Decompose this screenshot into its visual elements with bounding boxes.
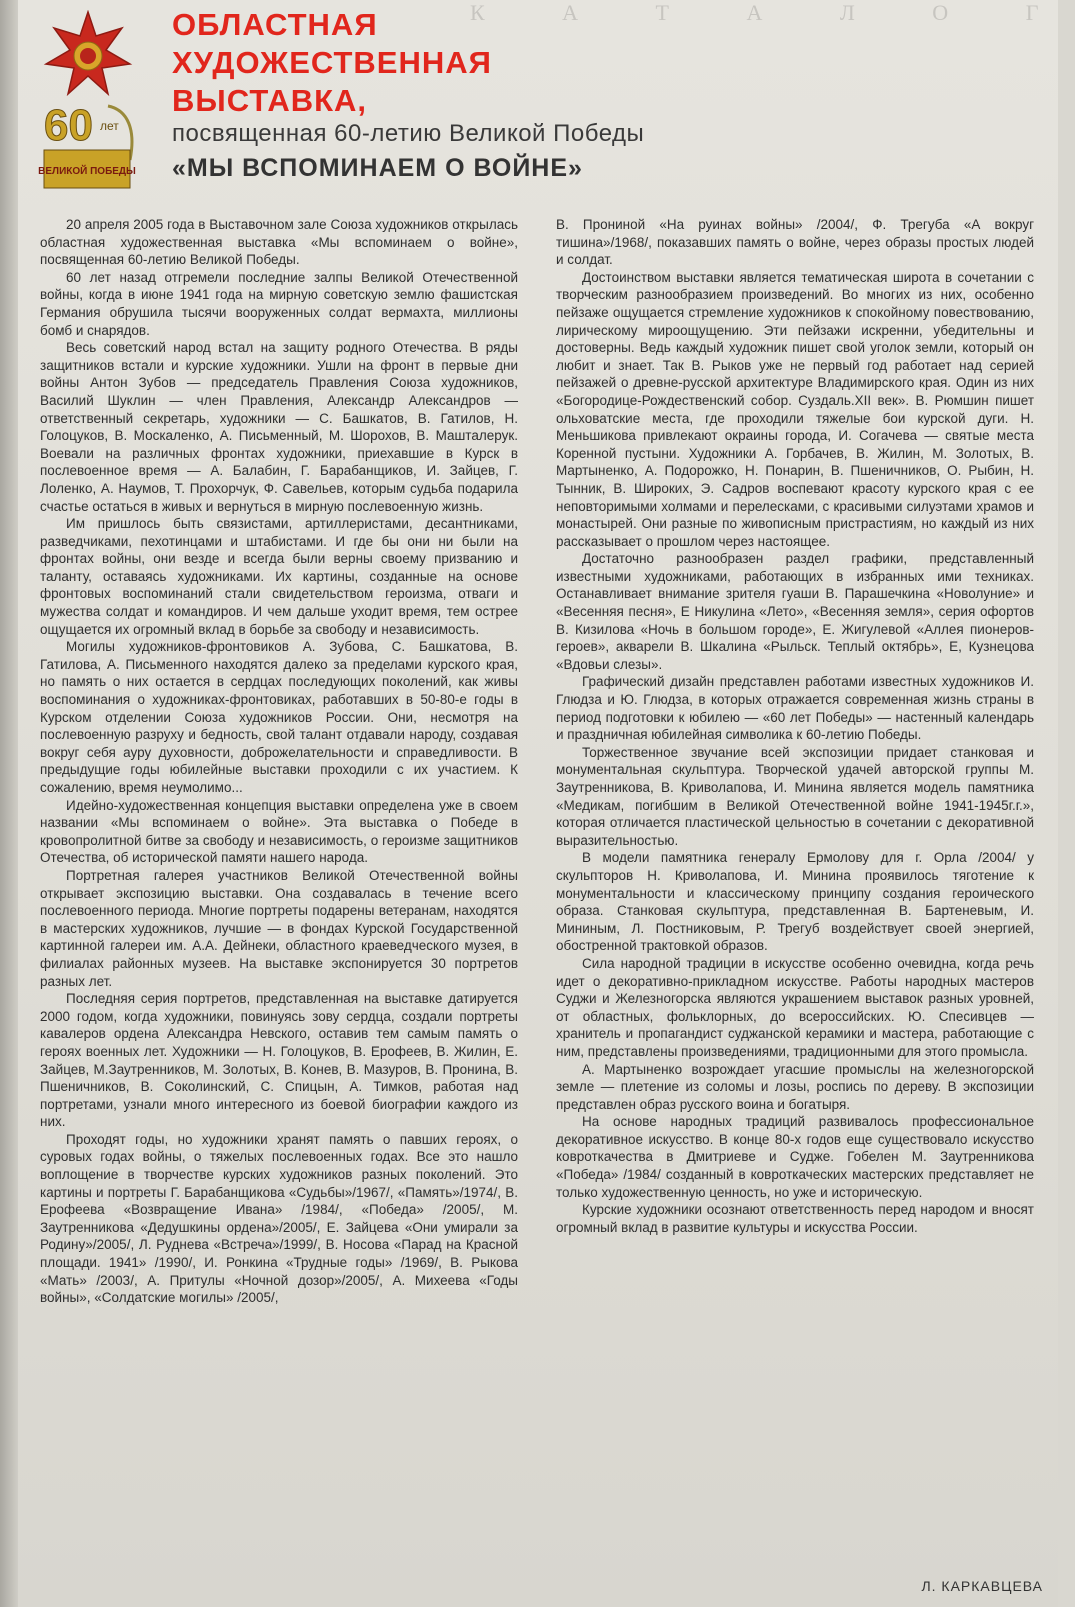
paragraph: В модели памятника генералу Ермолову для г. Орла /2004/ у скульпторов Н. Криволапова, И. Минина проявилось тяготение к монументальности и классическому принципу создания героического образа. Станковая скульптура, представленная В. Бартеневым, И. Мининым, Л. Постниковым, Р. Трегуб воздействует своей энергией, обостренной трактовкой образов. xyxy=(556,850,1034,954)
title-line-2: ХУДОЖЕСТВЕННАЯ xyxy=(172,45,492,80)
paragraph: 20 апреля 2005 года в Выставочном зале Союза художников открылась областная художественная выставка «Мы вспоминаем о войне», посвященная 60-летию Великой Победы. xyxy=(40,217,518,268)
page-binding-shadow xyxy=(0,0,18,1607)
catalog-watermark: К А Т А Л О Г xyxy=(470,0,1075,25)
article-subtitle: посвященная 60-летию Великой Победы xyxy=(172,120,645,147)
paragraph: Достоинством выставки является тематическая широта в сочетании с творческим разнообразием произведений. Во многих из них, особенно пейзаже ощущается стремление художников к спокойному повествованию, лирическому мироощущению. Эти пейзажи искренни, убедительны и достоверны. Ведь каждый художник пишет свой уголок земли, который он любит и знает. Так В. Рыков уже не первый год работает над серией пейзажей о древне-русской архитектуре Владимирского края. Один из них «Богородице-Рождественский собор. Суздаль.XII век». В. Рюмшин пишет ольховатские места, где проходили тяжелые бои курской дуги. Н. Меньшикова привлекают окраины города, И. Согачева — святые места Коренной пустыни. Художники А. Горбачев, В. Жилин, М. Золотых, В. Мартыненко, А. Подорожко, Н. Понарин, В. Пшеничников, О. Рыбин, Н. Тынник, В. Широких, Э. Садров воспевают красоту курского края с ее неповторимыми холмами и перелесками, с красивыми силуэтами храмов и монастырей. Они разные по живописным пристрастиям, но каждый из них рассказывает о прошлом через настоящее. xyxy=(556,269,1034,549)
emblem-small-label: лет xyxy=(100,119,119,133)
paragraph: А. Мартыненко возрождает угасшие промыслы на железногорской земле — плетение из соломы и лозы, роспись по дереву. В экспозиции представлен образ русского воина и богатыря. xyxy=(556,1061,1034,1112)
paragraph: Портретная галерея участников Великой Отечественной войны открывает экспозицию выставки. Она создавалась в течение всего послевоенного периода. Многие портреты подарены ветеранам, находятся в мастерских художников, лучшие — в фондах Курской Государственной картинной галереи им. А.А. Дейнеки, областного краеведческого музея, в филиалах районных музеев. На выставке экспонируется 30 портретов разных лет. xyxy=(40,867,518,989)
article-title xyxy=(172,6,492,120)
paragraph: На основе народных традиций развивалось профессиональное декоративное искусство. В конце 80-х годов еще существовало искусство ковроткачества в Дмитриеве и Судже. Гобелен М. Заутренникова «Победа» /1984/ созданный в ковроткаческих мастерских представляет не только художественную ценность, но уже и историческую. xyxy=(556,1114,1034,1200)
emblem-number: 60 xyxy=(44,101,93,150)
emblem-text: ВЕЛИКОЙ ПОБЕДЫ xyxy=(38,166,136,177)
article-column-right xyxy=(556,216,1034,1236)
paragraph: В. Прониной «На руинах войны» /2004/, Ф. Трегуба «А вокруг тишина»/1968/, показавших память о войне, через образы простых людей и солдат. xyxy=(556,217,1034,268)
paragraph: Им пришлось быть связистами, артиллеристами, десантниками, разведчиками, пехотинцами и штабистами. И где бы они ни были на фронтах войны, они везде и всегда были верны своему призванию и таланту, оставаясь художниками. Их картины, созданные на основе фронтовых воспоминаний стали свидетельством героизма, отваги и мужества солдат и командиров. И чем дальше уходит время, тем острее ощущается их огромный вклад в борьбе за свободу и независимость. xyxy=(40,516,518,637)
paragraph: Курские художники осознают ответственность перед народом и вносят огромный вклад в развитие культуры и искусства России. xyxy=(556,1202,1034,1235)
article-column-left xyxy=(40,216,518,1307)
paragraph: Последняя серия портретов, представленная на выставке датируется 2000 годом, когда художники, повинуясь зову сердца, создали портреты кавалеров ордена Александра Невского, оставив тем самым память о героях военных лет. Художники — Н. Голоцуков, В. Ерофеев, В. Жилин, Е. Зайцев, М.Заутренников, М. Золотых, В. Конев, В. Мазуров, В. Пронина, В. Пшеничников, В. Соколинский, С. Спицын, А. Тимков, работая над портретами, узнали много интересного из боевой биографии каждого из них. xyxy=(40,991,518,1130)
paragraph: 60 лет назад отгремели последние залпы Великой Отечественной войны, когда в июне 1941 года на мирную советскую землю фашистская Германия обрушила тысячи вооруженных солдат вермахта, миллионы бомб и снарядов. xyxy=(40,269,518,338)
paragraph: Весь советский народ встал на защиту родного Отечества. В ряды защитников встали и курские художники. Ушли на фронт в первые дни войны Антон Зубов — председатель Правления Союза художников, Василий Шуклин — член Правления, Александр Александров — ответственный секретарь, художники — С. Башкатов, В. Гатилов, Н. Голоцуков, В. Москаленко, А. Письменный, М. Шорохов, В. Машталерук. Воевали на различных фронтах художники, приехавшие в Курск в послевоенное время — А. Балабин, Г. Барабанщиков, И. Зайцев, Г. Лоленко, А. Наумов, Т. Прохорчук, Ф. Савельев, которым судьба подарила счастье остаться в живых и вернуться в мирную послевоенную жизнь. xyxy=(40,340,518,514)
paragraph: Сила народной традиции в искусстве особенно очевидна, когда речь идет о декоративно-прикладном искусстве. Работы народных мастеров Суджи и Железногорска являются украшением выставок разных уровней, от областных, фольклорных, до всероссийских. Ю. Спесивцев — хранитель и пропагандист суджанской керамики и мастера, работающие с ним, представлены произведениями, традиционными для этого промысла. xyxy=(556,955,1034,1059)
title-line-3: ВЫСТАВКА, xyxy=(172,83,368,118)
article-author: Л. КАРКАВЦЕВА xyxy=(921,1578,1043,1594)
paragraph: Торжественное звучание всей экспозиции придает станковая и монументальная скульптура. Творческой удачей авторской группы М. Заутренникова, В. Криволапова, И. Минина является модель памятника «Медикам, погибшим в Великой Отечественной войне 1941-1945г.г.», которая отличается пластической цельностью в сочетании с декоративной выразительностью. xyxy=(556,744,1034,848)
paragraph: Могилы художников-фронтовиков А. Зубова, С. Башкатова, В. Гатилова, А. Письменного находятся далеко за пределами курского края, но память о них остается в сердцах последующих поколений, как живы воспоминания о художниках-фронтовиках, работавших в 50-80-е годы в Курском отделении Союза художников России. Они, несмотря на послевоенную разруху и бедность, свой талант отдавали народу, создавая вокруг себя ауру духовности, доброжелательности и справедливости. В предыдущие годы юбилейные выставки проходили с их участием. К сожалению, время неумолимо... xyxy=(40,639,518,795)
paragraph: Проходят годы, но художники хранят память о павших героях, о суровых годах войны, о тяжелых послевоенных годах. Все это нашло воплощение в творчестве курских художников разных поколений. Это картины и портреты Г. Барабанщикова «Судьбы»/1967/, «Память»/1974/, В. Ерофеева «Возвращение Ивана» /1984/, «Победа» /2005/, М. Заутренникова «Дедушкины ордена»/2005/, Е. Зайцева «Они умирали за Родину»/2005/, Л. Руднева «Встреча»/1999/, В. Носова «Парад на Красной площади. 1941» /1990/, И. Ронкина «Трудные годы» /1969/, В. Рыкова «Мать» /2003/, А. Притулы «Ночной дозор»/2005/, А. Михеева «Годы войны», «Солдатские могилы» /2005/, xyxy=(40,1131,518,1306)
title-line-1: ОБЛАСТНАЯ xyxy=(172,7,378,42)
paragraph: Графический дизайн представлен работами известных художников И. Глюдза и Ю. Глюдза, в которых отражается современная жизнь страны в период подготовки к юбилею — «60 лет Победы» — настенный календарь и праздничная юбилейная символика к 60-летию Победы. xyxy=(556,674,1034,743)
victory-60-emblem-icon xyxy=(38,10,138,190)
paragraph: Идейно-художественная концепция выставки определена уже в своем названии «Мы вспоминаем о войне». Эта выставка о Победе в кровопролитной битве за свободу и независимость, о героизме защитников Отечества, об исторической памяти нашего народа. xyxy=(40,797,518,866)
exhibition-name: «МЫ ВСПОМИНАЕМ О ВОЙНЕ» xyxy=(172,154,583,182)
paragraph: Достаточно разнообразен раздел графики, представленный известными художниками, работающих в избранных ими техниках. Останавливает внимание зрителя гуаши В. Парашечкина «Новолуние» и «Весенняя песня», Е Никулина «Лето», «Весенняя земля», серия офортов В. Кизилова «Ночь в большом городе», Е. Жигулевой «Аллея пионеров-героев», акварели В. Шкалина «Рыльск. Теплый октябрь», Е, Кузнецова «Вдовьи слезы». xyxy=(556,551,1034,672)
